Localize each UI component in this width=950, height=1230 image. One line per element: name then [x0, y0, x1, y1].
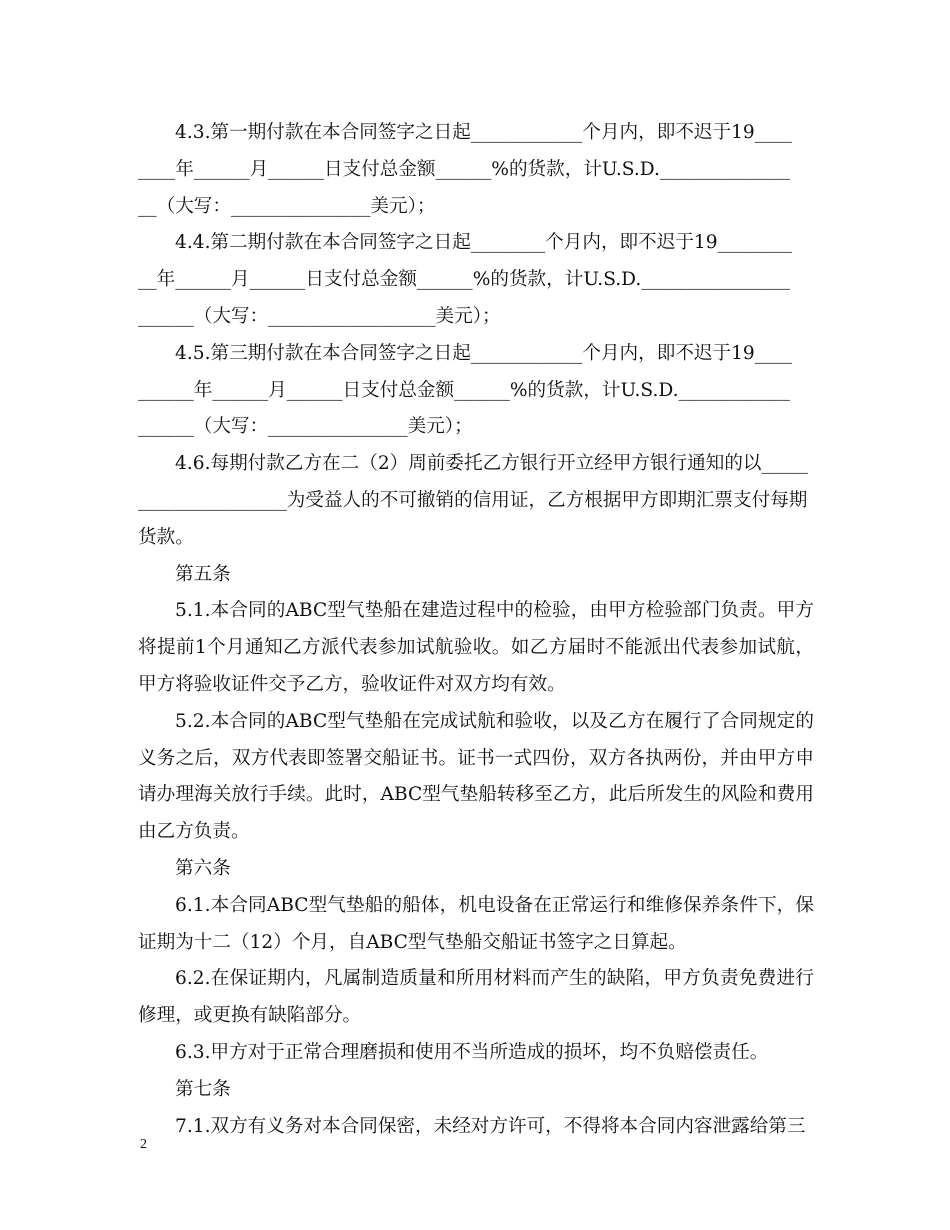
text-line: __（大写：_______________美元）；	[138, 195, 436, 217]
clause-6-2: 6.2.在保证期内，凡属制造质量和所用材料而产生的缺陷，甲方负责免费进行修理，或更换有缺陷部分。	[138, 968, 814, 1027]
clause-6-1: 6.1.本合同ABC型气垫船的船体，机电设备在正常运行和维修保养条件下，保证期为十二（12）个月，自ABC型气垫船交船证书签字之日算起。	[138, 894, 814, 953]
text-line: ____年______月______日支付总金额______%的货款，计U.S.D.______________	[138, 158, 791, 180]
text-line: 货款。	[138, 526, 194, 548]
text-line: 4.6.每期付款乙方在二（2）周前委托乙方银行开立经甲方银行通知的以_____	[175, 453, 809, 475]
text-line: 4.4.第二期付款在本合同签字之日起________个月内，即不迟于19________	[175, 232, 792, 254]
clause-4-6	[138, 446, 814, 556]
text-line: 4.5.第三期付款在本合同签字之日起____________个月内，即不迟于19____	[175, 342, 792, 364]
clause-7-1: 7.1.双方有义务对本合同保密，未经对方许可，不得将本合同内容泄露给第三	[175, 1115, 806, 1137]
clause-4-5	[138, 336, 814, 446]
page-number: 2	[140, 1137, 147, 1152]
text-line: __年______月______日支付总金额______%的货款，计U.S.D.________________	[138, 269, 791, 291]
text-line: 4.3.第一期付款在本合同签字之日起____________个月内，即不迟于19____	[175, 122, 792, 143]
text-line: ______（大写：__________________美元）；	[138, 305, 501, 327]
document-body	[138, 115, 814, 1145]
text-line: ______（大写：_______________美元）；	[138, 416, 473, 438]
article-heading: 第七条	[175, 1078, 231, 1100]
text-line: ______年______月______日支付总金额______%的货款，计U.S.D.____________	[138, 379, 791, 401]
text-line: ________________为受益人的不可撤销的信用证，乙方根据甲方即期汇票支付每期	[138, 489, 808, 511]
clause-4-3	[138, 115, 814, 225]
clause-6-3: 6.3.甲方对于正常合理磨损和使用不当所造成的损坏，均不负赔偿责任。	[175, 1041, 769, 1063]
clause-5-1: 5.1.本合同的ABC型气垫船在建造过程中的检验，由甲方检验部门负责。甲方将提前1个月通知乙方派代表参加试航验收。如乙方届时不能派出代表参加试航，甲方将验收证件交予乙方，验收证件对双方均有效。	[138, 600, 814, 695]
article-heading: 第五条	[175, 563, 231, 585]
clause-4-4	[138, 225, 814, 335]
article-heading: 第六条	[175, 857, 231, 879]
clause-5-2: 5.2.本合同的ABC型气垫船在完成试航和验收，以及乙方在履行了合同规定的义务之后，双方代表即签署交船证书。证书一式四份，双方各执两份，并由甲方申请办理海关放行手续。此时，ABC型气垫船转移至乙方，此后所发生的风险和费用由乙方负责。	[138, 710, 814, 843]
